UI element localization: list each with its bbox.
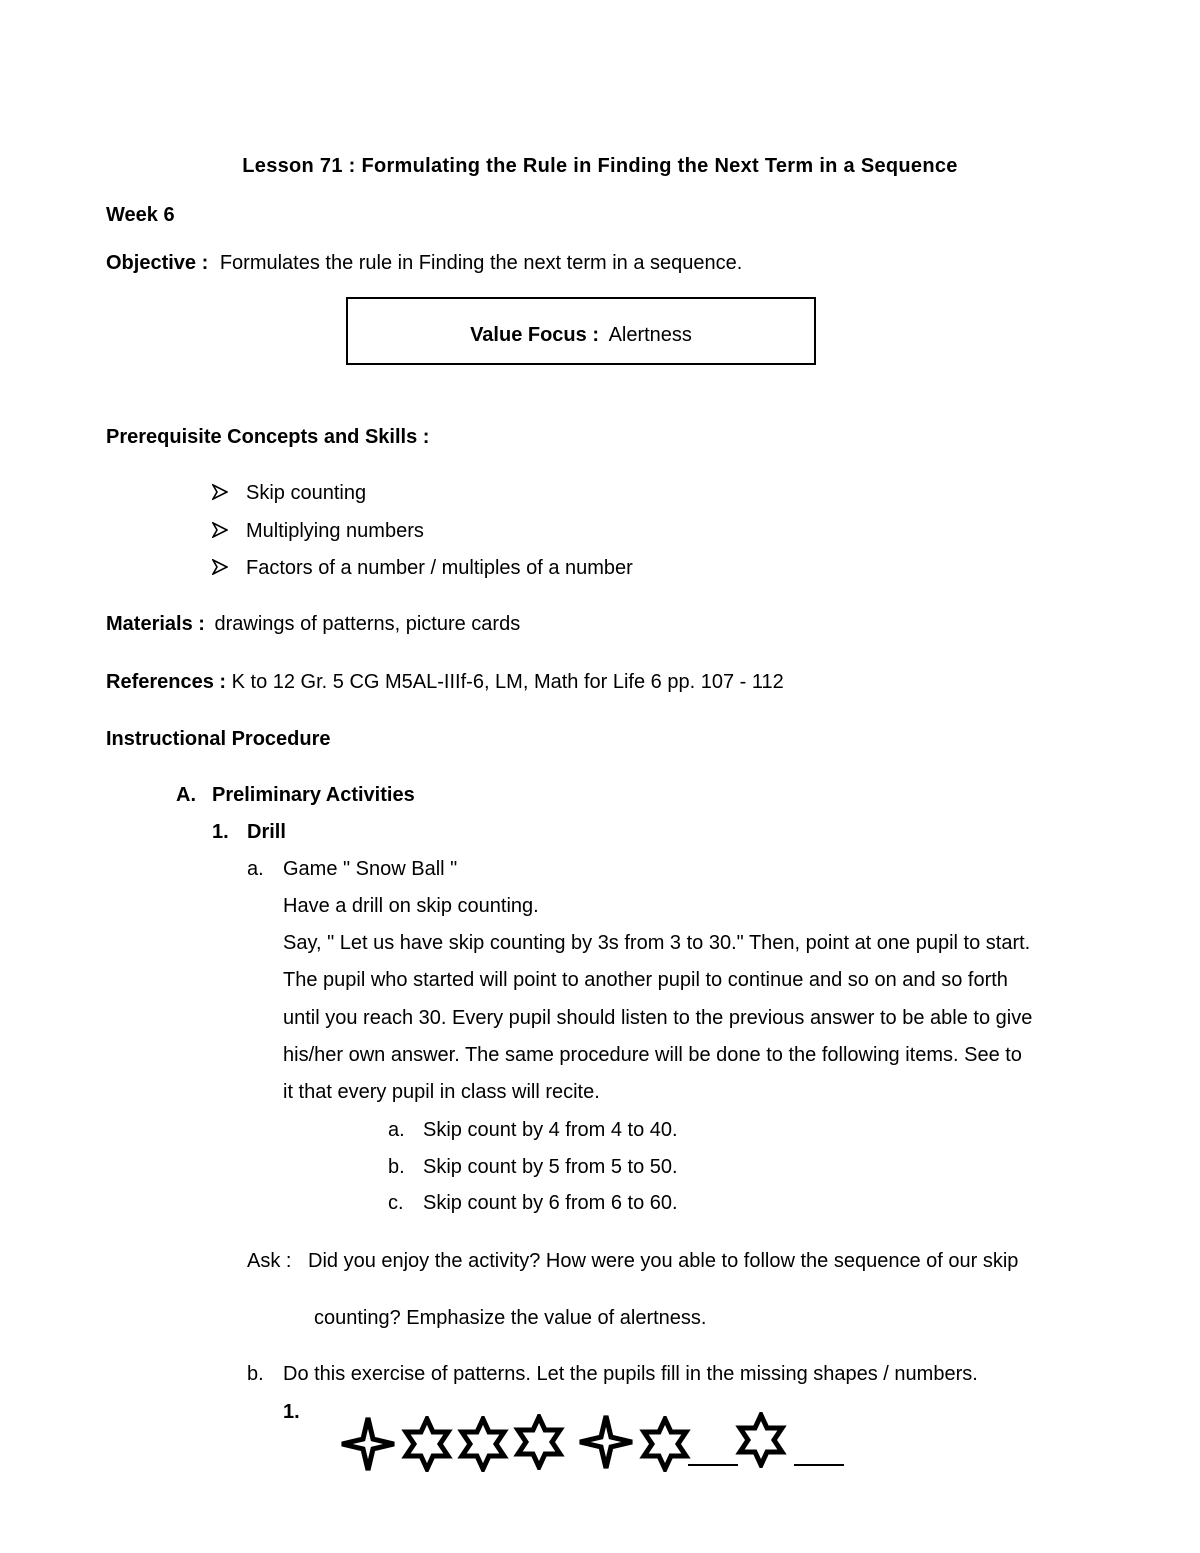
pattern-shapes xyxy=(336,1408,856,1478)
ask-line: counting? Emphasize the value of alertness. xyxy=(314,1307,707,1329)
subitem-text: Skip count by 5 from 5 to 50. xyxy=(423,1156,678,1178)
ask-line: Did you enjoy the activity? How were you able to follow the sequence of our skip xyxy=(308,1250,1019,1272)
item-b-letter: b. xyxy=(247,1363,264,1385)
value-focus-label: Value Focus : xyxy=(470,324,599,346)
references-text: K to 12 Gr. 5 CG M5AL-IIIf-6, LM, Math for Life 6 pp. 107 - 112 xyxy=(231,671,784,693)
item-a-line: until you reach 30. Every pupil should listen to the previous answer to be able to give xyxy=(283,1007,1033,1029)
item-a-line: The pupil who started will point to another pupil to continue and so on and so forth xyxy=(283,969,1008,991)
subitem-letter: a. xyxy=(388,1119,405,1141)
materials-line xyxy=(106,612,520,636)
subitem-text: Skip count by 6 from 6 to 60. xyxy=(423,1192,678,1214)
list-item-text: Skip counting xyxy=(246,482,367,504)
materials-text: drawings of patterns, picture cards xyxy=(214,613,521,635)
item-a-letter: a. xyxy=(247,858,264,880)
six-point-star-icon xyxy=(638,1416,692,1472)
answer-blank[interactable] xyxy=(794,1464,844,1466)
section-a-title: Preliminary Activities xyxy=(212,784,415,806)
item-a-line: Have a drill on skip counting. xyxy=(283,895,539,917)
value-focus-box xyxy=(346,297,816,365)
item-a-line: his/her own answer. The same procedure will be done to the following items. See to xyxy=(283,1044,1022,1066)
six-point-star-icon xyxy=(456,1416,510,1472)
six-point-star-icon xyxy=(734,1412,788,1468)
objective-text: Formulates the rule in Finding the next term in a sequence. xyxy=(219,252,743,274)
references-label: References : xyxy=(106,671,227,693)
value-focus-text: Alertness xyxy=(608,324,692,346)
references-line xyxy=(106,670,784,694)
materials-label: Materials : xyxy=(106,613,205,635)
item-a-line: Game " Snow Ball " xyxy=(283,858,458,880)
arrowhead-bullet-icon xyxy=(212,556,234,580)
subitem-letter: b. xyxy=(388,1156,405,1178)
answer-blank[interactable] xyxy=(688,1464,738,1466)
subitem-text: Skip count by 4 from 4 to 40. xyxy=(423,1119,678,1141)
six-point-star-icon xyxy=(400,1416,454,1472)
list-item xyxy=(212,519,424,543)
section-a-letter: A. xyxy=(176,784,196,806)
instructional-procedure-heading: Instructional Procedure xyxy=(106,728,331,750)
four-point-star-icon xyxy=(340,1416,396,1472)
list-item-text: Multiplying numbers xyxy=(246,520,424,542)
arrowhead-bullet-icon xyxy=(212,519,234,543)
pattern-number: 1. xyxy=(283,1401,300,1423)
list-item-text: Factors of a number / multiples of a number xyxy=(246,557,633,579)
item-b-text: Do this exercise of patterns. Let the pupils fill in the missing shapes / numbers. xyxy=(283,1363,978,1385)
objective-label: Objective : xyxy=(106,252,209,274)
item-a-line: it that every pupil in class will recite. xyxy=(283,1081,600,1103)
six-point-star-icon xyxy=(512,1414,566,1470)
ask-label: Ask : xyxy=(247,1250,292,1272)
arrowhead-bullet-icon xyxy=(212,481,234,505)
drill-number: 1. xyxy=(212,821,229,843)
subitem-letter: c. xyxy=(388,1192,404,1214)
lesson-title: Lesson 71 : Formulating the Rule in Finding the Next Term in a Sequence xyxy=(242,155,958,177)
prerequisite-heading: Prerequisite Concepts and Skills : xyxy=(106,426,430,448)
objective-line xyxy=(106,251,742,275)
item-a-line: Say, " Let us have skip counting by 3s from 3 to 30." Then, point at one pupil to start. xyxy=(283,932,1031,954)
week-label: Week 6 xyxy=(106,204,175,226)
list-item xyxy=(212,481,366,505)
four-point-star-icon xyxy=(578,1414,634,1470)
list-item xyxy=(212,556,633,580)
drill-title: Drill xyxy=(247,821,286,843)
